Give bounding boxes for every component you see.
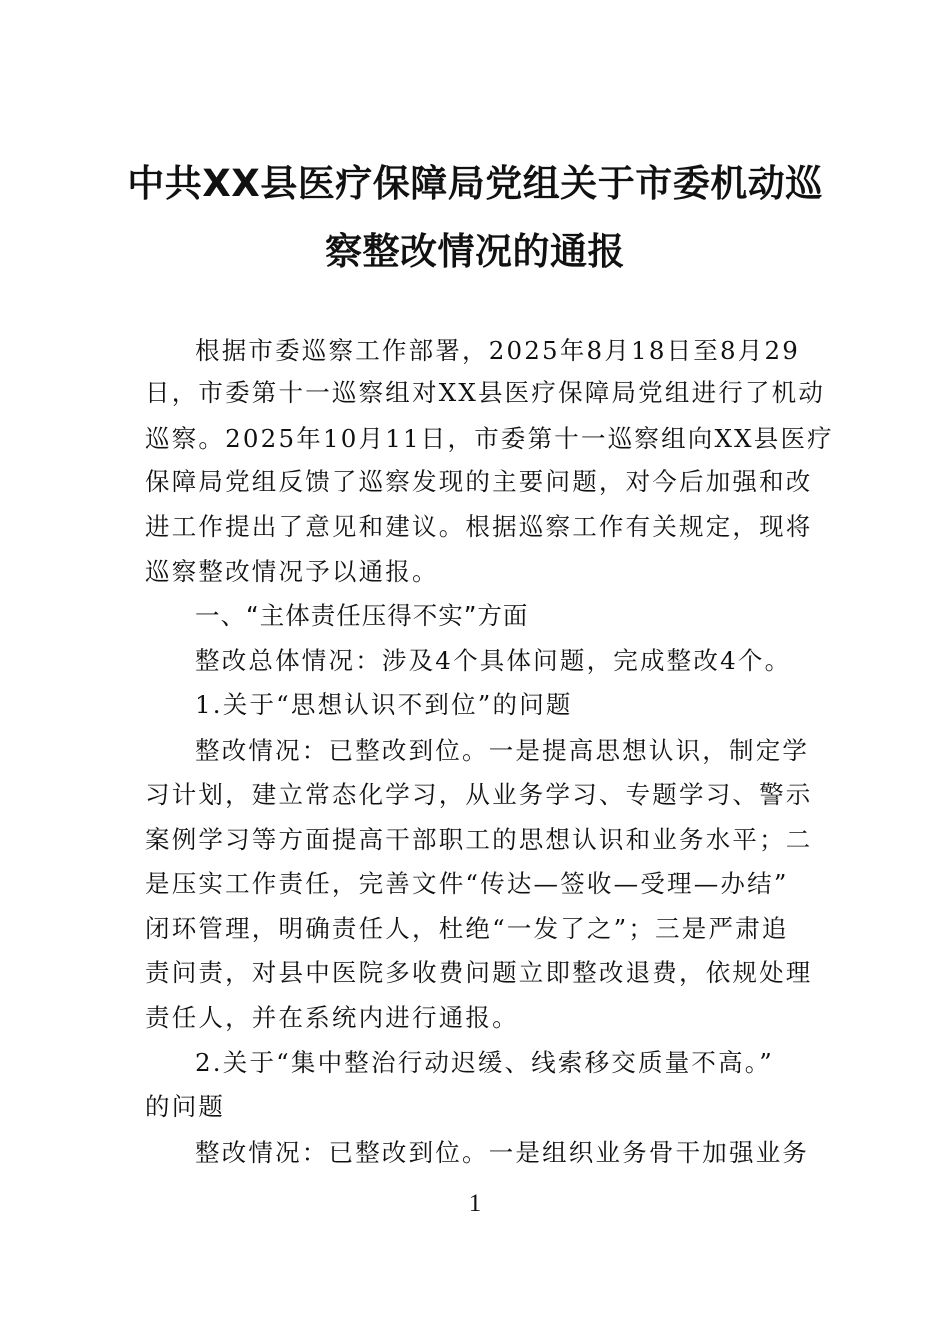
body-line: 责问责，对县中医院多收费问题立即整改退费，依规处理: [145, 958, 813, 987]
section-heading: 一、“主体责任压得不实”方面: [195, 601, 529, 630]
body-line: 整改总体情况：涉及4个具体问题，完成整改4个。: [195, 646, 792, 675]
subsection-heading-continued: 的问题: [145, 1092, 226, 1121]
subsection-heading: 1.关于“思想认识不到位”的问题: [195, 690, 573, 719]
body-line: 巡察。2025年10月11日，市委第十一巡察组向XX县医疗: [145, 424, 834, 453]
document-title-line-2: 察整改情况的通报: [325, 230, 625, 273]
body-line: 日，市委第十一巡察组对XX县医疗保障局党组进行了机动: [145, 378, 826, 407]
body-line: 根据市委巡察工作部署，2025年8月18日至8月29: [195, 336, 801, 365]
body-line: 整改情况：已整改到位。一是组织业务骨干加强业务: [195, 1138, 810, 1167]
body-line: 责任人，并在系统内进行通报。: [145, 1003, 519, 1032]
document-title-line-1: 中共XX县医疗保障局党组关于市委机动巡: [127, 162, 823, 205]
body-line: 保障局党组反馈了巡察发现的主要问题，对今后加强和改: [145, 467, 813, 496]
body-line: 闭环管理，明确责任人，杜绝“一发了之”；三是严肃追: [145, 914, 789, 943]
body-line: 是压实工作责任，完善文件“传达—签收—受理—办结”: [145, 869, 789, 898]
body-line: 案例学习等方面提高干部职工的思想认识和业务水平；二: [145, 825, 813, 854]
subsection-heading: 2.关于“集中整治行动迟缓、线索移交质量不高。”: [195, 1048, 774, 1077]
body-line: 整改情况：已整改到位。一是提高思想认识，制定学: [195, 736, 810, 765]
body-line: 巡察整改情况予以通报。: [145, 557, 439, 586]
body-line: 习计划，建立常态化学习，从业务学习、专题学习、警示: [145, 780, 813, 809]
page-number: 1: [468, 1190, 482, 1217]
body-line: 进工作提出了意见和建议。根据巡察工作有关规定，现将: [145, 512, 813, 541]
